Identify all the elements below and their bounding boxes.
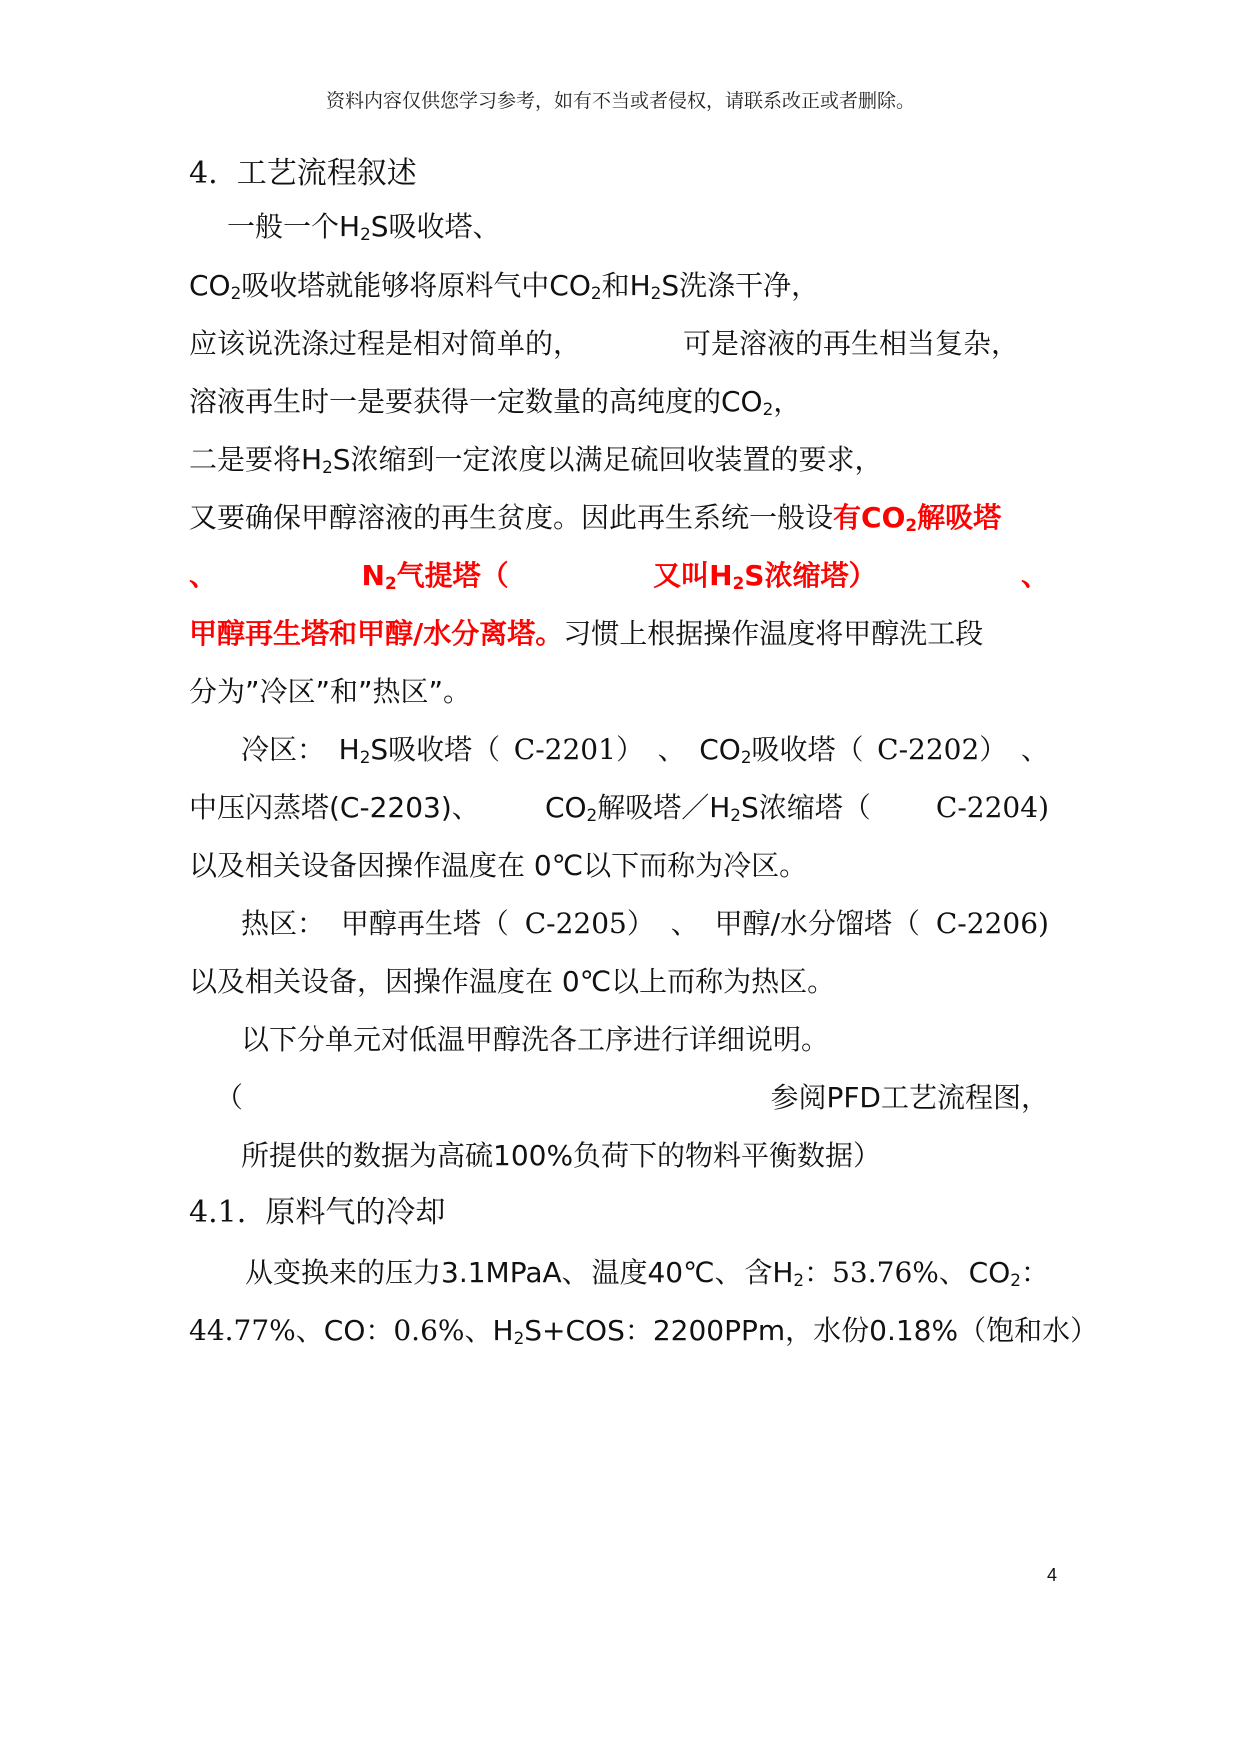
paragraph-line: 应该说洗涤过程是相对简单的， 可是溶液的再生相当复杂， <box>189 327 1020 360</box>
feed-gas-line: 从变换来的压力3.1MPaA、 温度40℃、 含$H_2$：53.76%、 $CO_2$： <box>245 1256 1049 1291</box>
paragraph-line: $CO_2$吸收塔就能够将原料气中$CO_2$和$H_2S$洗涤干净， <box>189 269 820 304</box>
reference-line: 所提供的数据为高硫100%负荷下的物料平衡数据） <box>241 1139 882 1172</box>
paragraph-line: 一般一个$H_2S$吸收塔、 <box>227 210 501 245</box>
paragraph-line: 甲醇再生塔和甲醇/水分离塔。习惯上根据操作温度将甲醇洗工段 <box>189 617 984 650</box>
paragraph-line-red: 、 $N_2$气提塔（ 又叫$H_2S$浓缩塔） 、 <box>189 559 1049 594</box>
page-number: 4 <box>1047 1565 1058 1585</box>
section-heading-4: 4. 工艺流程叙述 <box>189 156 417 191</box>
paragraph-line: 分为”冷区”和”热区”。 <box>189 675 472 708</box>
paragraph-line: 又要确保甲醇溶液的再生贫度。因此再生系统一般设有$CO_2$解吸塔 <box>189 501 1002 536</box>
paragraph-line: 以下分单元对低温甲醇洗各工序进行详细说明。 <box>241 1023 830 1056</box>
cold-zone-line: 中压闪蒸塔(C-2203)、 $CO_2$解吸塔$/H_2S$浓缩塔（ C-2204) <box>189 791 1049 826</box>
hot-zone-line: 热区： 甲醇再生塔（ C-2205） 、 甲醇/水分馏塔（ C-2206) <box>241 907 1049 940</box>
cold-zone-line: 以及相关设备因操作温度在 0℃以下而称为冷区。 <box>189 849 808 882</box>
paragraph-line: 二是要将$H_2S$浓缩到一定浓度以满足硫回收装置的要求， <box>189 443 883 478</box>
hot-zone-line: 以及相关设备，因操作温度在 0℃以上而称为热区。 <box>189 965 836 998</box>
feed-gas-line: 44.77%、 CO： 0.6%、 $H_2S+COS$：2200PPm， 水份0.18%（饱和水） <box>189 1314 1099 1349</box>
cold-zone-line: 冷区： $H_2S$吸收塔（ C-2201） 、 $CO_2$吸收塔（ C-2202） 、 <box>241 733 1049 768</box>
reference-line: （ 参阅PFD工艺流程图， <box>215 1081 1049 1114</box>
paragraph-line: 溶液再生时一是要获得一定数量的高纯度的$CO_2$， <box>189 385 802 420</box>
section-heading-4-1: 4.1. 原料气的冷却 <box>189 1195 446 1230</box>
disclaimer-header: 资料内容仅供您学习参考，如有不当或者侵权，请联系改正或者删除。 <box>325 90 915 112</box>
